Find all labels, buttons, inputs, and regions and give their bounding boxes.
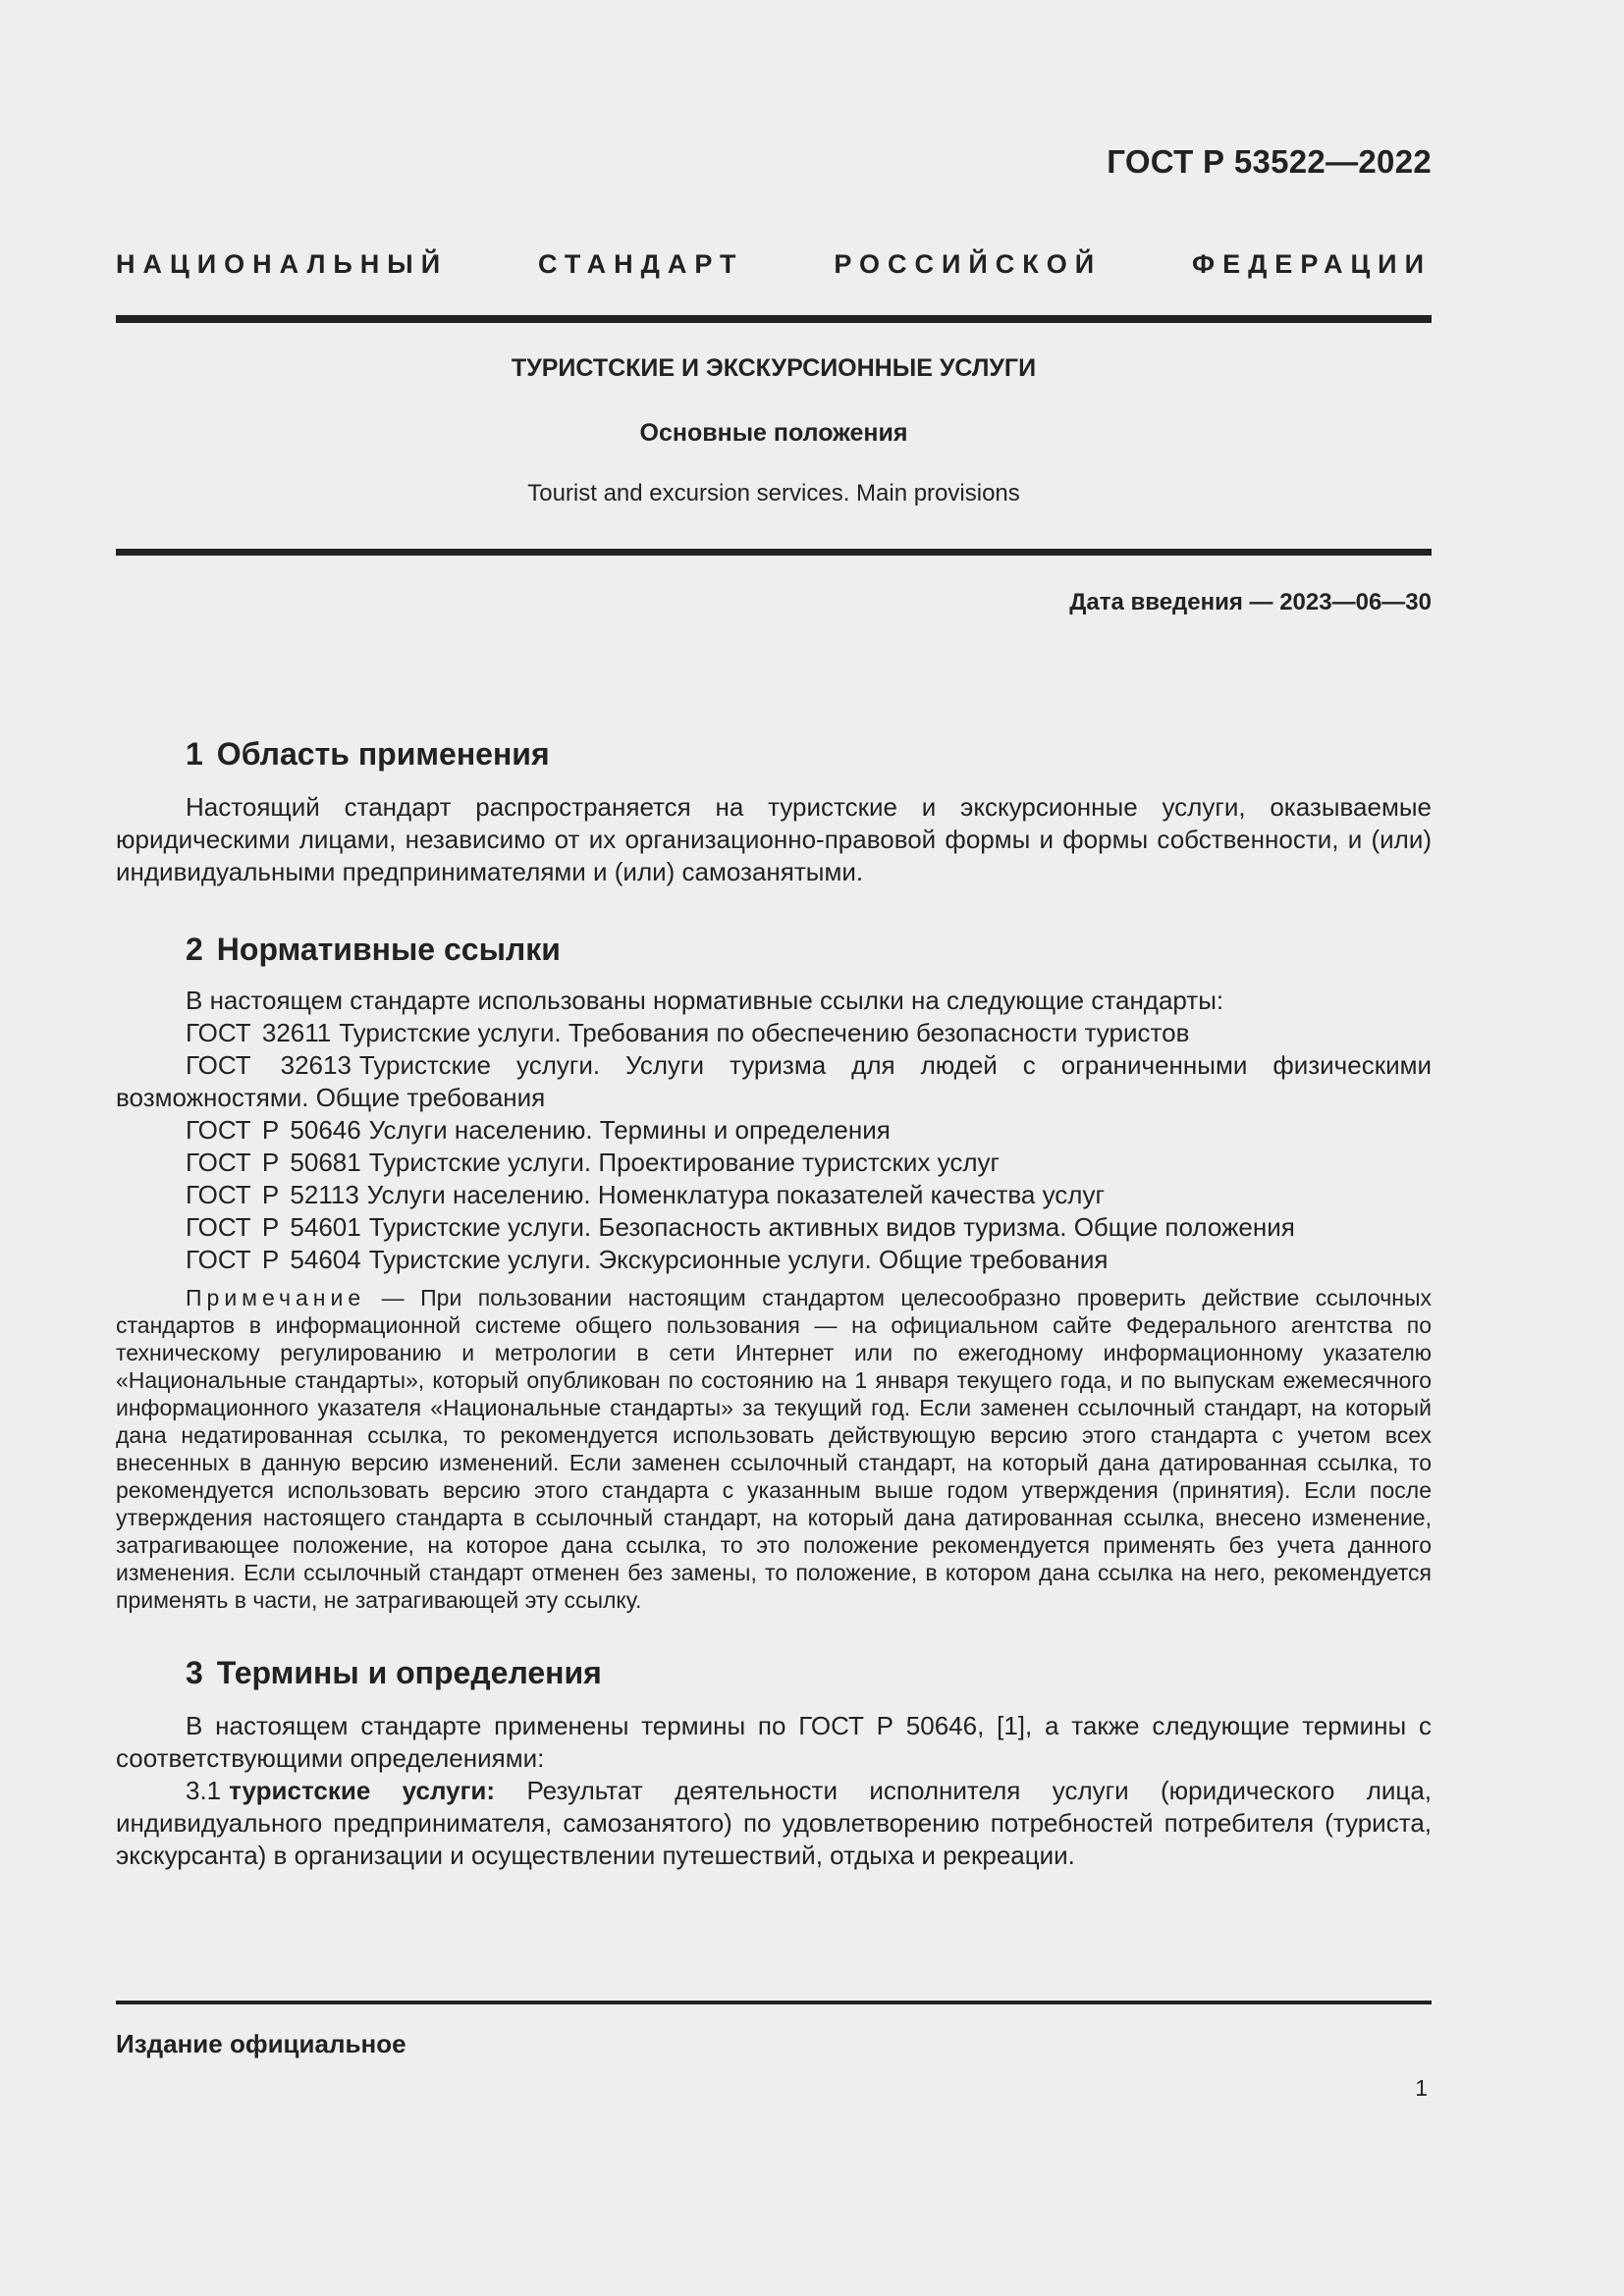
- term-number: 3.1: [186, 1776, 222, 1805]
- section-title: Область применения: [216, 736, 550, 772]
- term-definition-text: Результат деятельности исполнителя услуги (юридического лица, индивидуального предпринимателя, самозанятого) по удовлетворению потребностей потребителя (туриста, экскурсанта) в организации и осуществлении путешествий, отдыха и рекреации.: [116, 1776, 1433, 1870]
- reference-title: Туристские услуги. Экскурсионные услуги. Общие требования: [368, 1245, 1109, 1274]
- reference-item: [116, 1244, 1432, 1276]
- reference-item: [116, 1017, 1432, 1049]
- document-title-english: Tourist and excursion services. Main provisions: [527, 480, 1020, 507]
- footer-divider: [116, 2001, 1432, 2004]
- reference-title: Туристские услуги. Требования по обеспечению безопасности туристов: [339, 1018, 1190, 1047]
- references-note: [116, 1284, 1432, 1614]
- section-title: Нормативные ссылки: [216, 932, 561, 967]
- standard-number: ГОСТ Р 53522—2022: [1107, 143, 1432, 180]
- section-title: Термины и определения: [216, 1655, 602, 1690]
- header-divider-bottom: [116, 549, 1432, 556]
- term-name: туристские услуги:: [229, 1776, 496, 1805]
- term-definition: [116, 1775, 1432, 1872]
- reference-code: ГОСТ Р 50646: [186, 1115, 361, 1145]
- reference-item: [116, 1114, 1432, 1147]
- national-standard-banner: НАЦИОНАЛЬНЫЙ СТАНДАРТ РОССИЙСКОЙ ФЕДЕРАЦИИ: [116, 249, 1432, 279]
- terms-intro: В настоящем стандарте применены термины по ГОСТ Р 50646, [1], а также следующие термины с соответствующими определениями:: [116, 1711, 1432, 1773]
- reference-code: ГОСТ Р 54604: [186, 1245, 361, 1274]
- header-divider-top: [116, 315, 1432, 323]
- reference-title: Туристские услуги. Услуги туризма для людей с ограниченными физическими возможностями. Общие требования: [116, 1050, 1432, 1112]
- document-body: [116, 734, 1432, 1872]
- reference-title: Туристские услуги. Безопасность активных видов туризма. Общие положения: [368, 1212, 1295, 1242]
- reference-title: Услуги населению. Номенклатура показателей качества услуг: [366, 1180, 1105, 1209]
- reference-item: [116, 1179, 1432, 1211]
- page-number: 1: [1415, 2075, 1428, 2101]
- scope-paragraph: Настоящий стандарт распространяется на туристские и экскурсионные услуги, оказываемые юридическими лицами, независимо от их организационно-правовой формы и формы собственности, и (или) индивидуальными предпринимателями и (или) самозанятыми.: [116, 792, 1432, 886]
- official-edition-label: Издание официальное: [116, 2029, 406, 2058]
- reference-title: Услуги населению. Термины и определения: [368, 1115, 891, 1145]
- references-intro: В настоящем стандарте использованы нормативные ссылки на следующие стандарты:: [186, 986, 1224, 1015]
- document-page: [116, 0, 1432, 2296]
- reference-code: ГОСТ Р 50681: [186, 1148, 361, 1177]
- reference-item: [116, 1049, 1432, 1114]
- reference-title: Туристские услуги. Проектирование туристских услуг: [368, 1148, 1001, 1177]
- section-heading-scope: [116, 734, 1432, 774]
- reference-item: [116, 1147, 1432, 1179]
- reference-code: ГОСТ Р 54601: [186, 1212, 361, 1242]
- reference-item: [116, 1211, 1432, 1244]
- section-number: 1: [186, 736, 203, 772]
- document-title: ТУРИСТСКИЕ И ЭКСКУРСИОННЫЕ УСЛУГИ: [511, 354, 1037, 382]
- introduction-date: Дата введения — 2023—06—30: [1069, 589, 1432, 615]
- document-subtitle: Основные положения: [639, 419, 908, 447]
- section-number: 3: [186, 1655, 203, 1690]
- references-list: [116, 1017, 1432, 1276]
- reference-code: ГОСТ Р 52113: [186, 1180, 359, 1209]
- section-number: 2: [186, 932, 203, 967]
- section-heading-normative-references: [116, 930, 1432, 969]
- note-label: Примечание: [186, 1285, 366, 1310]
- reference-code: ГОСТ 32613: [186, 1050, 352, 1080]
- note-text: — При пользовании настоящим стандартом целесообразно проверить действие ссылочных стандартов в информационной системе общего пользования — на официальном сайте Федерального агентства по техническому регулированию и метрологии в сети Интернет или по ежегодному информационному указателю «Национальные стандарты», который опубликован по состоянию на 1 января текущего года, и по выпускам ежемесячного информационного указателя «Национальные стандарты» за текущий год. Если заменен ссылочный стандарт, на который дана недатированная ссылка, то рекомендуется использовать действующую версию этого стандарта с учетом всех внесенных в данную версию изменений. Если заменен ссылочный стандарт, на который дана датированная ссылка, то рекомендуется использовать версию этого стандарта с указанным выше годом утверждения (принятия). Если после утверждения настоящего стандарта в ссылочный стандарт, на который дана датированная ссылка, внесено изменение, затрагивающее положение, на которое дана ссылка, то это положение рекомендуется применять без учета данного изменения. Если ссылочный стандарт отменен без замены, то положение, в котором дана ссылка на него, рекомендуется применять в части, не затрагивающей эту ссылку.: [116, 1285, 1432, 1613]
- reference-code: ГОСТ 32611: [186, 1018, 332, 1047]
- section-heading-terms: [116, 1653, 1432, 1692]
